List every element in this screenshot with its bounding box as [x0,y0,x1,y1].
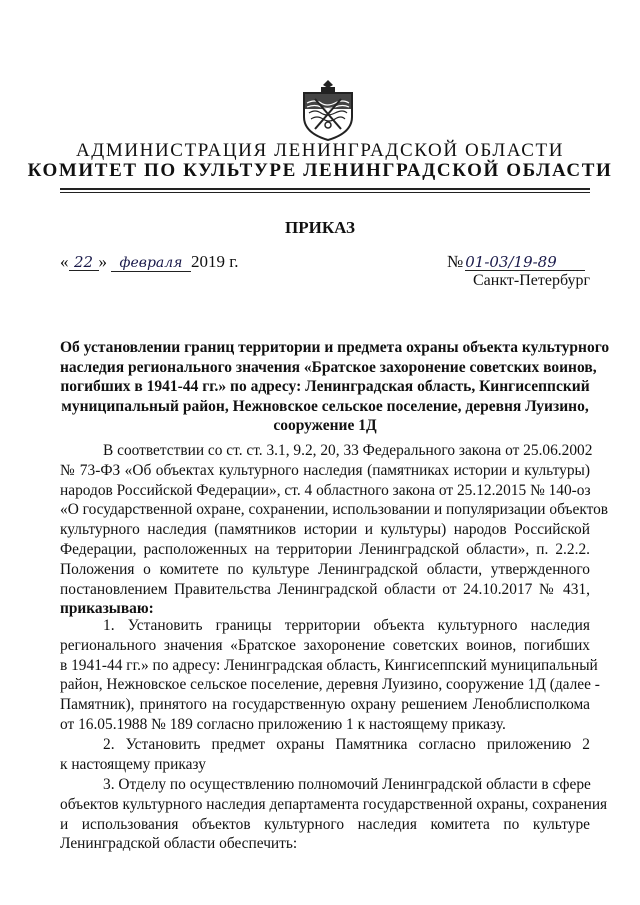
text-line: и использования объектов культурного наследия комитета по культуре [60,815,590,833]
text-line: народов Российской Федерации», ст. 4 областного закона от 25.12.2015 № 140-оз [60,481,591,499]
document-type-title: ПРИКАЗ [285,218,355,237]
text-line: от 16.05.1988 № 189 согласно приложению 1 к настоящему приказу. [60,715,506,733]
item-3-paragraph [60,775,608,854]
date-day-handwritten: 22 [69,254,99,271]
text-line: район, Нежновское сельское поселение, деревня Луизино, сооружение 1Д (далее - [60,676,600,694]
text-line: 2. Установить предмет охраны Памятника согласно приложению 2 [103,736,590,753]
text-line: 3. Отделу по осуществлению полномочий Ленинградской области в сфере [103,776,591,793]
order-verb: приказываю: [60,600,154,618]
text-line: культурного наследия (памятников истории и культуры) народов Российской [60,521,590,539]
subject-line: сооружение 1Д [273,417,377,435]
date-open-quote: « [60,252,69,271]
org-title-committee: КОМИТЕТ ПО КУЛЬТУРЕ ЛЕНИНГРАДСКОЙ ОБЛАСТИ [27,160,613,181]
text-line: 1. Установить границы территории объекта культурного наследия [103,617,590,634]
subject-line: наследия регионального значения «Братское захоронение советских воинов, [60,358,597,376]
text-line: Положения о комитете по культуре Ленинградской области, утвержденного [60,560,590,578]
item-2-paragraph [60,735,590,775]
subject-line: погибших в 1941-44 гг.» по адресу: Ленинградская область, Кингисеппский [60,378,590,396]
header-rule-thin [60,192,590,193]
date-year: 2019 г. [191,252,239,271]
text-line: Ленинградской области обеспечить: [60,835,298,853]
order-subject [60,338,610,436]
subject-line: муниципальный район, Нежновское сельское поселение, деревня Луизино, [61,397,589,415]
org-title-administration: АДМИНИСТРАЦИЯ ЛЕНИНГРАДСКОЙ ОБЛАСТИ [75,140,565,161]
text-line: к настоящему приказу [60,755,206,773]
number-prefix: № [447,252,464,271]
text-line: В соответствии со ст. ст. 3.1, 9.2, 20, 33 Федерального закона от 25.06.2002 [103,442,593,459]
preamble-paragraph [60,441,609,619]
text-line: «О государственной охране, сохранении, использовании и популяризации объектов [60,501,609,519]
number-handwritten: 01-03/19-89 [465,254,585,271]
header-rule-thick [60,188,590,190]
date-close-quote: » [98,252,107,271]
text-line: объектов культурного наследия департамента государственной охраны, сохранения [60,795,608,813]
item-1-paragraph [60,616,600,735]
text-line: Памятник), принятого на государственную охрану решением Леноблисполкома [60,696,590,714]
order-date [60,252,239,272]
text-line: Федерации, расположенных на территории Ленинградской области», п. 2.2.2. [60,540,590,558]
date-month-handwritten: февраля [111,255,191,272]
text-line: постановлением Правительства Ленинградской области от 24.10.2017 № 431, [60,580,590,598]
city-name: Санкт-Петербург [473,272,591,289]
text-line: регионального значения «Братское захоронение советских воинов, погибших [60,636,590,654]
coat-of-arms-emblem [301,79,355,141]
order-number [447,252,585,272]
subject-line: Об установлении границ территории и предмета охраны объекта культурного [60,339,610,356]
text-line: № 73-ФЗ «Об объектах культурного наследия (памятниках истории и культуры) [60,461,590,479]
text-line: в 1941-44 гг.» по адресу: Ленинградская область, Кингисеппский муниципальный [60,656,598,674]
